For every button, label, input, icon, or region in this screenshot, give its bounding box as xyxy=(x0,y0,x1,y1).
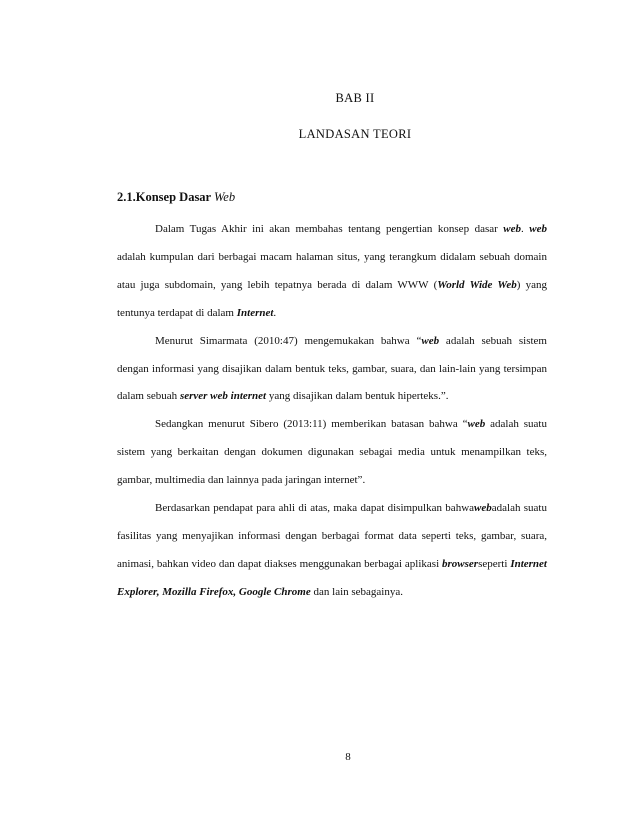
paragraph-3 xyxy=(117,411,547,495)
term-web: web xyxy=(421,334,440,347)
term-web: web xyxy=(474,502,492,515)
text-run: adalah sebuah sistem dengan informasi yang disajikan dalam bentuk teks, gambar, suara, dan lain-lain yang tersimpan dalam sebuah xyxy=(117,334,547,403)
text-run: Berdasarkan pendapat para ahli di atas, maka dapat disimpulkan bahwa xyxy=(155,502,475,515)
paragraph-1 xyxy=(117,216,547,328)
section-title-italic: Web xyxy=(214,190,236,204)
text-run: adalah suatu sistem yang berkaitan dengan dokumen digunakan sebagai media untuk menampilkan teks, gambar, multimedia dan lainnya pada jaringan internet”. xyxy=(117,418,547,487)
term-internet: Internet xyxy=(236,306,274,319)
term-web: web xyxy=(467,418,486,431)
chapter-title: LANDASAN TEORI xyxy=(298,127,412,141)
term-browser: browser xyxy=(442,557,479,570)
section-number: 2.1. xyxy=(117,190,136,204)
text-run: Dalam Tugas Akhir ini akan membahas tentang pengertian konsep dasar xyxy=(155,223,504,235)
section-heading xyxy=(117,190,235,205)
text-run: Sedangkan menurut Sibero (2013:11) memberikan batasan bahwa “ xyxy=(155,418,468,431)
chapter-number: BAB II xyxy=(335,91,375,105)
text-run: adalah suatu fasilitas yang menyajikan informasi dengan berbagai format data seperti teks, gambar, suara, animasi, bahkan video dan dapat diakses menggunakan berbagai aplikasi xyxy=(117,502,547,570)
text-run: Menurut Simarmata (2010:47) mengemukakan bahwa “ xyxy=(155,334,422,347)
text-run: ) yang tentunya terdapat di dalam xyxy=(117,278,548,319)
text-run: adalah kumpulan dari berbagai macam halaman situs, yang terangkum didalam sebuah domain atau juga subdomain, yang lebih tepatnya berada di dalam WWW ( xyxy=(117,250,547,291)
term-web: web xyxy=(503,223,522,235)
paragraph-4 xyxy=(117,495,547,607)
text-run: . xyxy=(521,223,530,235)
text-run: dan lain sebagainya. xyxy=(310,585,403,598)
body-text xyxy=(117,216,547,607)
term-browser-names: Internet Explorer, Mozilla Firefox, Google Chrome xyxy=(117,557,547,598)
page-number: 8 xyxy=(345,751,351,763)
term-world-wide-web: World Wide Web xyxy=(437,278,517,291)
term-server-web-internet: server web internet xyxy=(179,390,267,403)
text-run: . xyxy=(273,306,277,319)
paragraph-2 xyxy=(117,328,547,412)
text-run: seperti xyxy=(478,557,511,570)
term-web: web xyxy=(529,223,548,235)
text-run: yang disajikan dalam bentuk hiperteks.”. xyxy=(266,390,449,403)
section-title-plain: Konsep Dasar xyxy=(135,190,215,204)
